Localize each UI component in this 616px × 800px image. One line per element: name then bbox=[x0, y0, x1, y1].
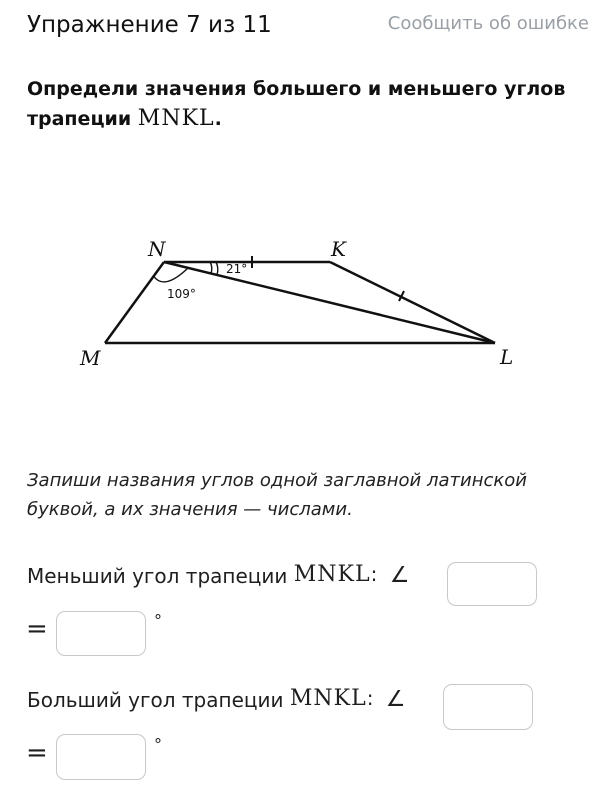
instruction-hint: Запиши названия углов одной заглавной латинской буквой, а их значения — числами. bbox=[27, 470, 527, 520]
arc-angle-knl-1 bbox=[210, 262, 212, 274]
smaller-equals-sign: = bbox=[26, 614, 48, 644]
vertex-label-n: N bbox=[148, 237, 166, 261]
larger-angle-value-input[interactable] bbox=[56, 734, 146, 780]
larger-equals-sign: = bbox=[26, 738, 48, 768]
smaller-colon: : bbox=[370, 562, 378, 586]
task-end: . bbox=[214, 108, 222, 130]
report-error-link[interactable]: Сообщить об ошибке bbox=[387, 13, 589, 34]
vertex-label-k: K bbox=[331, 237, 346, 261]
arc-angle-knl-2 bbox=[216, 262, 218, 275]
larger-angle-row bbox=[27, 686, 406, 712]
angle-symbol-icon: ∠ bbox=[389, 563, 410, 588]
vertex-label-m: M bbox=[80, 346, 101, 370]
smaller-trapezoid-name: MNKL bbox=[293, 562, 371, 587]
larger-colon: : bbox=[366, 686, 374, 710]
exercise-title: Упражнение 7 из 11 bbox=[27, 12, 272, 38]
smaller-angle-value-input[interactable] bbox=[56, 611, 146, 656]
header bbox=[27, 12, 589, 48]
smaller-angle-label: Меньший угол трапеции bbox=[27, 563, 288, 588]
larger-angle-label: Больший угол трапеции bbox=[27, 687, 284, 712]
larger-degree-sign: ° bbox=[154, 735, 162, 754]
larger-angle-letter-input[interactable] bbox=[443, 684, 533, 730]
angle-label-21: 21° bbox=[226, 262, 248, 276]
trapezoid-name: MNKL bbox=[137, 106, 215, 131]
vertex-label-l: L bbox=[500, 345, 514, 369]
task-statement bbox=[27, 74, 587, 134]
larger-trapezoid-name: MNKL bbox=[289, 686, 367, 711]
side-mn bbox=[105, 262, 164, 343]
task-text: Определи значения большего и меньшего углов трапеции bbox=[27, 78, 566, 130]
angle-label-109: 109° bbox=[167, 287, 196, 301]
angle-symbol-icon: ∠ bbox=[385, 687, 406, 712]
trapezoid-diagram bbox=[80, 225, 540, 385]
side-kl bbox=[330, 262, 495, 343]
smaller-degree-sign: ° bbox=[154, 611, 162, 630]
diagonal-nl bbox=[164, 262, 495, 343]
trapezoid-figure bbox=[80, 225, 540, 385]
smaller-angle-row bbox=[27, 562, 409, 588]
smaller-angle-letter-input[interactable] bbox=[447, 562, 537, 606]
